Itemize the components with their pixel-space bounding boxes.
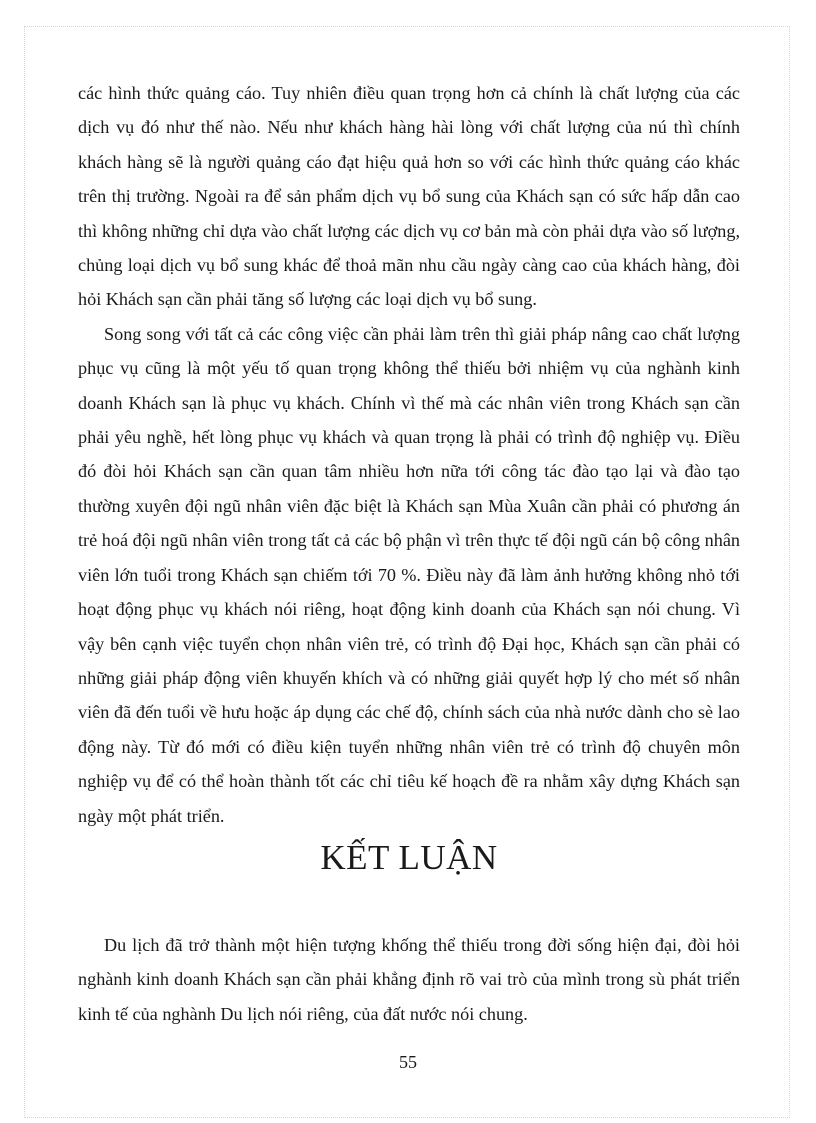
body-text <box>78 76 740 833</box>
paragraph-1: các hình thức quảng cáo. Tuy nhiên điều quan trọng hơn cả chính là chất lượng của các dịch vụ đó như thế nào. Nếu như khách hàng hài lòng với chất lượng của nú thì chính khách hàng sẽ là người quảng cáo đạt hiệu quả hơn so với các hình thức quảng cáo khác trên thị trường. Ngoài ra để sản phẩm dịch vụ bổ sung của Khách sạn có sức hấp dẫn cao thì không những chỉ dựa vào chất lượng các dịch vụ cơ bản mà còn phải dựa vào số lượng, chủng loại dịch vụ bổ sung khác để thoả mãn nhu cầu ngày càng cao của khách hàng, đòi hỏi Khách sạn cần phải tăng số lượng các loại dịch vụ bổ sung. <box>78 83 740 310</box>
page-number: 55 <box>399 1052 417 1072</box>
closing-paragraph: Du lịch đã trở thành một hiện tượng khống thể thiếu trong đời sống hiện đại, đòi hỏi nghành kinh doanh Khách sạn cần phải khẳng định rõ vai trò của mình trong sù phát triển kinh tế của nghành Du lịch nói riêng, của đất nước nói chung. <box>78 935 740 1024</box>
paragraph-2: Song song với tất cả các công việc cần phải làm trên thì giải pháp nâng cao chất lượng phục vụ cũng là một yếu tố quan trọng không thể thiếu bởi nhiệm vụ của nghành kinh doanh Khách sạn là phục vụ khách. Chính vì thế mà các nhân viên trong Khách sạn cần phải yêu nghề, hết lòng phục vụ khách và quan trọng là phải có trình độ nghiệp vụ. Điều đó đòi hỏi Khách sạn cần quan tâm nhiều hơn nữa tới công tác đào tạo lại và đào tạo thường xuyên đội ngũ nhân viên đặc biệt là Khách sạn Mùa Xuân cần phải có phương án trẻ hoá đội ngũ nhân viên trong tất cả các bộ phận vì trên thực tế đội ngũ cán bộ công nhân viên lớn tuổi trong Khách sạn chiếm tới 70 %. Điều này đã làm ảnh hưởng không nhỏ tới hoạt động phục vụ khách nói riêng, hoạt động kinh doanh của Khách sạn nói chung. Vì vậy bên cạnh việc tuyển chọn nhân viên trẻ, có trình độ Đại học, Khách sạn cần phải có những giải pháp động viên khuyến khích và có những giải quyết hợp lý cho mét số nhân viên đã đến tuổi về hưu hoặc áp dụng các chế độ, chính sách của nhà nước dành cho sè lao động này. Từ đó mới có điều kiện tuyển những nhân viên trẻ có trình độ chuyên môn nghiệp vụ để có thể hoàn thành tốt các chỉ tiêu kế hoạch đề ra nhằm xây dựng Khách sạn ngày một phát triển. <box>78 323 740 826</box>
section-heading: KẾT LUẬN <box>320 838 498 877</box>
